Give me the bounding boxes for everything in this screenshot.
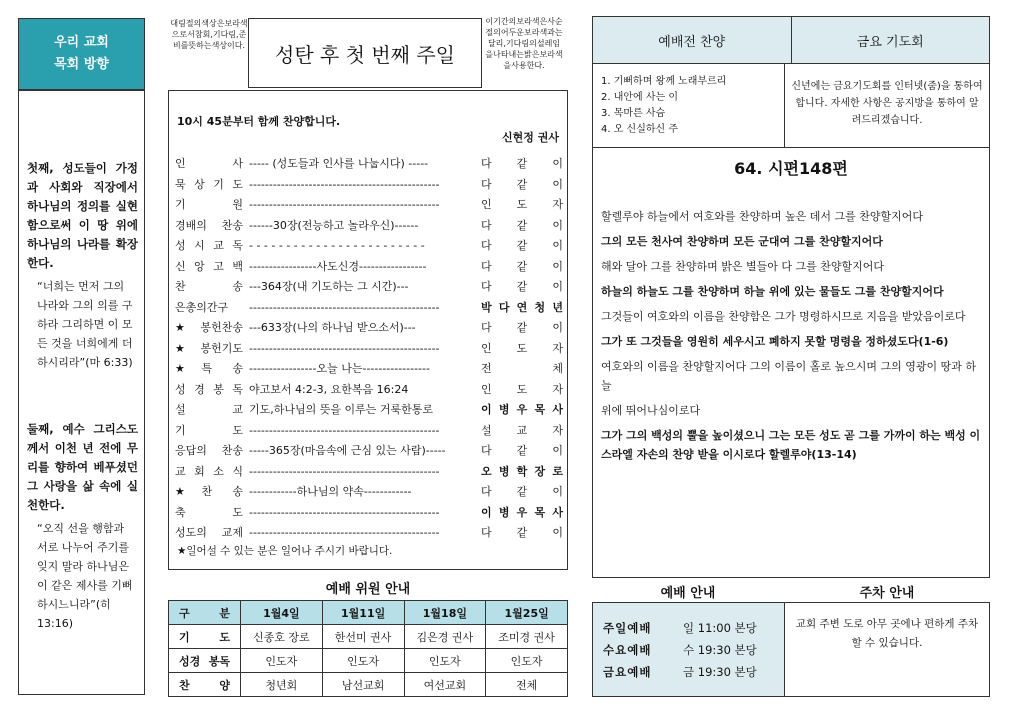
worship-time-row: 주일예배 일 11:00 본당	[603, 621, 757, 635]
committee-title: 예배 위원 안내	[325, 582, 411, 597]
page-title	[248, 18, 482, 88]
hymn-item: 2. 내안에 사는 이	[601, 92, 679, 103]
hymn-list	[593, 64, 785, 147]
committee-table	[168, 600, 568, 697]
order-row	[169, 483, 569, 501]
committee-role: 기 도	[169, 625, 241, 649]
order-row	[169, 237, 569, 255]
committee-role: 찬 양	[169, 673, 241, 697]
order-row	[169, 217, 569, 235]
order-row	[169, 176, 569, 194]
vision-point-2: 둘째, 예수 그리스도께서 이천 년 전에 무리를 향하여 베푸셨던 그 사랑을 삶 속에 실천한다.	[27, 422, 138, 512]
psalm-verse: 하늘의 하늘도 그를 찬양하며 하늘 위에 있는 물들도 그를 찬양할지어다	[601, 285, 944, 298]
info-box	[592, 602, 990, 697]
order-row	[169, 401, 569, 419]
order-name: 성 경 봉 독	[175, 382, 243, 396]
psalm-verse: 그것들이 여호와의 이름을 찬양함은 그가 명령하시므로 지음을 받았음이로다	[601, 310, 966, 323]
order-detail: ------------------------------------------------	[249, 505, 440, 519]
order-name: ★봉헌찬송	[175, 321, 243, 334]
parking-title: 주차 안내	[859, 586, 915, 601]
order-detail: ----- (성도들과 인사를 나눕시다) -----	[249, 157, 429, 170]
psalm-verse: 그가 그의 백성의 뿔을 높이셨으니 그는 모든 성도 곧 그를 가까이 하는 백성 이스라엘 자손의 찬양 받을 이시로다 할렐루야(13-14)	[601, 429, 981, 461]
vision-quote-2: “오직 선을 행함과 서로 나누어 주기를 잊지 말라 하나님은 이 같은 제사를 기뻐하시느니라”(히 13:16)	[37, 522, 133, 630]
order-row	[169, 504, 569, 522]
order-who: 이 병 우 목 사	[481, 505, 563, 519]
stand-note: ★일어설 수 있는 분은 일어나 주시기 바랍니다.	[177, 545, 393, 557]
committee-cell: 인도자	[322, 649, 404, 673]
order-name: ★찬 송	[175, 485, 243, 498]
committee-header-cell: 1월25일	[486, 601, 568, 625]
order-who: 오 병 학 장 로	[481, 464, 563, 478]
vision-body	[18, 90, 145, 695]
committee-cell: 한선미 권사	[322, 625, 404, 649]
committee-header-row	[169, 601, 568, 625]
order-name: 신 앙 고 백	[175, 259, 243, 273]
order-detail: ------30장(전능하고 놀라우신)------	[249, 218, 419, 232]
committee-header-cell: 구 분	[169, 601, 241, 625]
order-row	[169, 340, 569, 358]
order-who: 다 같 이	[481, 177, 563, 191]
order-name: 인 사	[175, 157, 243, 170]
order-who: 다 같 이	[481, 321, 563, 334]
order-name: 찬 송	[175, 280, 243, 293]
order-name: 경배의 찬송	[175, 218, 243, 232]
psalm-verse: 해와 달아 그를 찬양하며 밝은 별들아 다 그를 찬양할지어다	[601, 260, 884, 273]
vision-title-line1: 우리 교회	[54, 35, 109, 50]
order-row	[169, 422, 569, 440]
order-who: 인 도 자	[481, 382, 563, 396]
committee-cell: 인도자	[404, 649, 486, 673]
page-title-text: 성탄 후 첫 번째 주일	[275, 42, 455, 67]
order-row	[169, 442, 569, 460]
committee-role: 성경 봉독	[169, 649, 241, 673]
order-detail: -----365장(마음속에 근심 있는 사람)-----	[249, 444, 446, 457]
hymn-item: 4. 오 신실하신 주	[601, 124, 679, 135]
order-row	[169, 381, 569, 399]
friday-prayer-text: 신년에는 금요기도회를 인터넷(줌)을 통하여 합니다. 자세한 사항은 공지방을 통하여 알려드리겠습니다.	[791, 81, 983, 126]
order-name: 기 원	[175, 198, 243, 211]
order-who: 인 도 자	[481, 341, 563, 355]
psalm-reading	[592, 148, 990, 578]
committee-header-cell: 1월4일	[241, 601, 323, 625]
order-detail: ------------------------------------------------	[249, 198, 440, 211]
order-who: 이 병 우 목 사	[481, 403, 563, 416]
order-detail: -----------------오늘 나는-----------------	[249, 362, 430, 375]
order-row	[169, 155, 569, 173]
vision-quote-1: “너희는 먼저 그의 나라와 그의 의를 구하라 그리하면 이 모든 것을 너희에게 더하시리라”(마 6:33)	[37, 280, 133, 369]
order-detail: ------------------------------------------------	[249, 464, 440, 478]
order-detail: 기도,하나님의 뜻을 이루는 거룩한통로	[249, 403, 434, 416]
order-detail: -----------------사도신경-----------------	[249, 259, 427, 273]
right-top-header	[592, 16, 990, 64]
order-who: 다 같 이	[481, 526, 563, 539]
order-detail: 야고보서 4:2-3, 요한복음 16:24	[249, 382, 409, 396]
order-who: 인 도 자	[481, 198, 563, 211]
order-name: 기 도	[175, 423, 243, 437]
psalm-verse: 그가 또 그것들을 영원히 세우시고 폐하지 못할 명령을 정하셨도다(1-6)	[601, 335, 949, 348]
order-detail: ---364장(내 기도하는 그 시간)---	[249, 280, 409, 293]
praise-leader: 신현정 권사	[502, 131, 559, 144]
order-name: 축 도	[175, 505, 243, 519]
order-name: 교 회 소 식	[175, 464, 243, 478]
friday-prayer-title: 금요 기도회	[856, 34, 924, 50]
vision-title-line2: 목회 방향	[54, 57, 109, 72]
advent-color-note: 대림절의색상은보라색으로서참회,기다림,준비를뜻하는색상이다.	[170, 19, 248, 50]
order-who: 다 같 이	[481, 280, 563, 293]
order-of-service	[168, 90, 568, 570]
order-detail: ------------하나님의 약속------------	[249, 485, 412, 498]
order-detail: ---633장(나의 하나님 받으소서)---	[249, 321, 416, 334]
hymn-item: 1. 기뻐하며 왕께 노래부르리	[601, 76, 727, 87]
order-name: 설 교	[175, 403, 243, 416]
order-who: 다 같 이	[481, 485, 563, 498]
vision-header	[18, 18, 145, 90]
order-name: 성 시 교 독	[175, 239, 243, 252]
order-row	[169, 299, 569, 317]
purple-color-note: 이기간의보라색은사순절의어두운보라색과는달리,기다림의설레임을나타내는밝은보라색을사용한다.	[485, 17, 563, 70]
committee-row	[169, 625, 568, 649]
order-who: 다 같 이	[481, 259, 563, 273]
psalm-title: 64. 시편148편	[734, 159, 848, 178]
order-who: 다 같 이	[481, 239, 563, 252]
committee-cell: 남선교회	[322, 673, 404, 697]
order-name: 묵 상 기 도	[175, 177, 243, 191]
order-row	[169, 463, 569, 481]
order-name: 성도의 교제	[175, 526, 243, 539]
order-who: 다 같 이	[481, 157, 563, 170]
order-row	[169, 258, 569, 276]
order-detail: ------------------------------------------------	[249, 526, 440, 539]
order-name: 응답의 찬송	[175, 444, 243, 457]
hymn-item: 3. 목마른 사슴	[601, 108, 666, 119]
order-detail: ------------------------------------------------	[249, 300, 440, 314]
order-row	[169, 524, 569, 542]
committee-cell: 김은경 권사	[404, 625, 486, 649]
order-row	[169, 319, 569, 337]
parking-text: 교회 주변 도로 아무 곳에나 편하게 주차할 수 있습니다.	[795, 618, 979, 649]
worship-time-row: 금요예배 금 19:30 본당	[603, 665, 757, 679]
order-detail: ------------------------------------------------	[249, 341, 440, 355]
committee-cell: 인도자	[241, 649, 323, 673]
committee-row	[169, 673, 568, 697]
order-name: 은총의간구	[175, 300, 229, 314]
committee-cell: 여선교회	[404, 673, 486, 697]
psalm-verse: 할렐루야 하늘에서 여호와를 찬양하며 높은 데서 그를 찬양할지어다	[601, 210, 924, 223]
committee-cell: 조미경 권사	[486, 625, 568, 649]
worship-info-title: 예배 안내	[660, 586, 716, 601]
order-name: ★특 송	[175, 362, 243, 375]
psalm-verse: 그의 모든 천사여 찬양하며 모든 군대여 그를 찬양할지어다	[601, 235, 883, 248]
committee-header-cell: 1월11일	[322, 601, 404, 625]
order-row	[169, 196, 569, 214]
order-who: 다 같 이	[481, 444, 563, 457]
order-who: 박 다 연 청 년	[481, 300, 563, 314]
praise-intro: 10시 45분부터 함께 찬양합니다.	[177, 115, 341, 128]
right-top-body	[592, 64, 990, 148]
committee-cell: 신종호 장로	[241, 625, 323, 649]
order-row	[169, 278, 569, 296]
pre-worship-hymns-title: 예배전 찬양	[593, 17, 792, 63]
order-who: 설 교 자	[481, 423, 563, 437]
psalm-verse: 위에 뛰어나심이로다	[601, 404, 701, 417]
order-detail: ------------------------------------------------	[249, 177, 440, 191]
psalm-verse: 여호와의 이름을 찬양할지어다 그의 이름이 홀로 높으시며 그의 영광이 땅과 하늘	[601, 360, 976, 392]
committee-row	[169, 649, 568, 673]
order-who: 전 체	[481, 362, 563, 375]
order-row	[169, 360, 569, 378]
committee-header-cell: 1월18일	[404, 601, 486, 625]
worship-time-row: 수요예배 수 19:30 본당	[603, 643, 757, 657]
committee-cell: 전체	[486, 673, 568, 697]
committee-cell: 청년회	[241, 673, 323, 697]
committee-cell: 인도자	[486, 649, 568, 673]
order-detail: ------------------------------------------------	[249, 423, 440, 437]
worship-times	[593, 603, 785, 696]
vision-point-1: 첫째, 성도들이 가정과 사회와 직장에서 하나님의 정의를 실현함으로써 이 땅 위에 하나님의 나라를 확장한다.	[27, 161, 138, 270]
psalm-verses	[601, 207, 981, 464]
order-who: 다 같 이	[481, 218, 563, 232]
order-detail: - - - - - - - - - - - - - - - - - - - - - - - -	[249, 239, 425, 252]
order-name: ★봉헌기도	[175, 341, 243, 355]
